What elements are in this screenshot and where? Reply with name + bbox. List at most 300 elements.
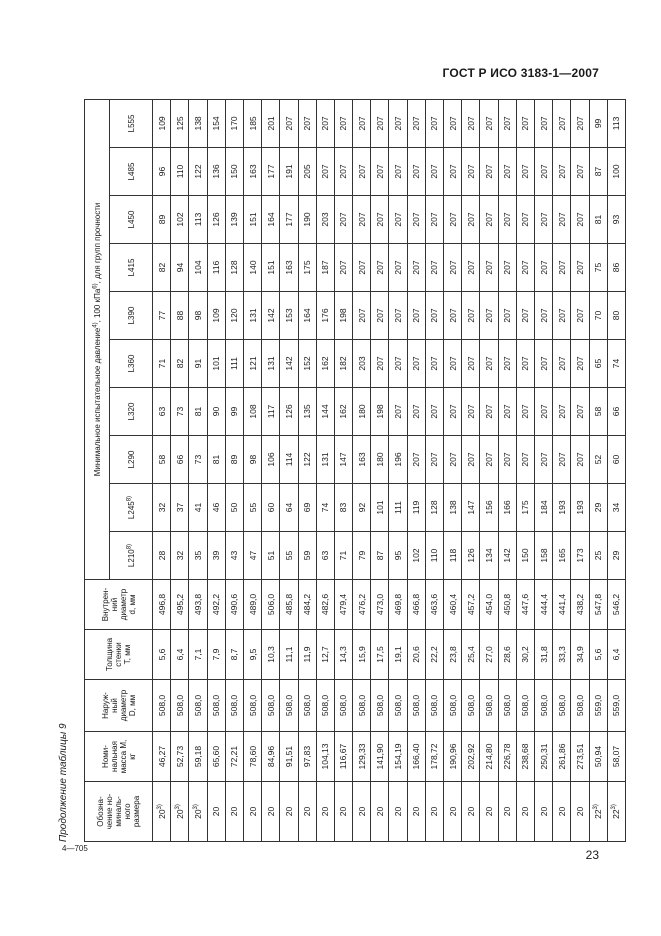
cell-pressure: 207 xyxy=(571,340,589,388)
cell-wall-thickness: 7,1 xyxy=(189,630,207,680)
cell-pressure: 74 xyxy=(316,484,334,532)
designation-value: 20 xyxy=(374,806,385,817)
cell-wall-thickness: 5,6 xyxy=(589,630,607,680)
cell-mass: 58,07 xyxy=(607,732,625,782)
cell-pressure: 207 xyxy=(480,340,498,388)
cell-mass: 166,40 xyxy=(407,732,425,782)
cell-pressure: 207 xyxy=(425,148,443,196)
cell-inside-diameter: 492,2 xyxy=(207,580,225,630)
cell-pressure: 207 xyxy=(407,196,425,244)
cell-pressure: 109 xyxy=(207,292,225,340)
cell-wall-thickness: 11,1 xyxy=(280,630,298,680)
cell-pressure: 176 xyxy=(316,292,334,340)
designation-footnote: 3) xyxy=(156,804,163,810)
grade-label: L210 xyxy=(126,549,136,568)
cell-pressure: 207 xyxy=(534,388,552,436)
cell-pressure: 207 xyxy=(534,340,552,388)
cell-designation xyxy=(607,782,625,842)
cell-designation xyxy=(243,782,261,842)
cell-pressure: 207 xyxy=(516,340,534,388)
cell-inside-diameter: 469,8 xyxy=(389,580,407,630)
cell-designation xyxy=(480,782,498,842)
cell-pressure: 203 xyxy=(316,196,334,244)
cell-pressure: 207 xyxy=(534,244,552,292)
cell-pressure: 207 xyxy=(498,148,516,196)
cell-pressure: 207 xyxy=(498,196,516,244)
cell-wall-thickness: 27,0 xyxy=(480,630,498,680)
cell-pressure: 164 xyxy=(262,196,280,244)
cell-pressure: 138 xyxy=(444,484,462,532)
grade-header-l290 xyxy=(110,436,153,484)
cell-pressure: 207 xyxy=(498,244,516,292)
cell-pressure: 207 xyxy=(553,292,571,340)
designation-value: 20 xyxy=(520,806,531,817)
cell-outside-diameter: 508,0 xyxy=(371,680,389,732)
cell-pressure: 207 xyxy=(444,340,462,388)
cell-pressure: 98 xyxy=(189,292,207,340)
cell-pressure: 98 xyxy=(243,436,261,484)
cell-outside-diameter: 508,0 xyxy=(225,680,243,732)
cell-pressure: 207 xyxy=(334,99,352,147)
cell-pressure: 89 xyxy=(153,196,171,244)
cell-wall-thickness: 20,6 xyxy=(407,630,425,680)
cell-designation xyxy=(534,782,552,842)
cell-pressure: 207 xyxy=(407,148,425,196)
cell-pressure: 207 xyxy=(462,244,480,292)
cell-pressure: 58 xyxy=(589,388,607,436)
cell-mass: 78,60 xyxy=(243,732,261,782)
cell-pressure: 135 xyxy=(298,388,316,436)
cell-designation xyxy=(498,782,516,842)
cell-pressure: 90 xyxy=(207,388,225,436)
cell-pressure: 207 xyxy=(407,388,425,436)
col-header-designation: Обозна- чение но- миналь- ного размера xyxy=(85,782,153,842)
cell-pressure: 207 xyxy=(425,340,443,388)
cell-mass: 84,96 xyxy=(262,732,280,782)
cell-pressure: 128 xyxy=(425,484,443,532)
cell-pressure: 207 xyxy=(516,388,534,436)
cell-pressure: 207 xyxy=(480,292,498,340)
cell-inside-diameter: 454,0 xyxy=(480,580,498,630)
cell-outside-diameter: 508,0 xyxy=(353,680,371,732)
cell-pressure: 207 xyxy=(480,99,498,147)
cell-pressure: 113 xyxy=(607,99,625,147)
cell-wall-thickness: 19,1 xyxy=(389,630,407,680)
table-row xyxy=(553,99,571,841)
cell-pressure: 95 xyxy=(389,532,407,580)
cell-pressure: 58 xyxy=(153,436,171,484)
cell-pressure: 101 xyxy=(371,484,389,532)
table-row xyxy=(571,99,589,841)
cell-designation xyxy=(389,782,407,842)
designation-value: 20 xyxy=(447,806,458,817)
cell-pressure: 131 xyxy=(243,292,261,340)
cell-pressure: 207 xyxy=(444,388,462,436)
cell-outside-diameter: 508,0 xyxy=(553,680,571,732)
cell-pressure: 203 xyxy=(353,340,371,388)
cell-inside-diameter: 476,2 xyxy=(353,580,371,630)
cell-designation xyxy=(207,782,225,842)
cell-pressure: 207 xyxy=(498,292,516,340)
cell-pressure: 125 xyxy=(171,99,189,147)
cell-designation xyxy=(462,782,480,842)
cell-pressure: 207 xyxy=(498,388,516,436)
cell-pressure: 71 xyxy=(334,532,352,580)
cell-designation xyxy=(589,782,607,842)
cell-pressure: 207 xyxy=(425,99,443,147)
grade-header-l320 xyxy=(110,388,153,436)
cell-pressure: 34 xyxy=(607,484,625,532)
cell-pressure: 177 xyxy=(280,196,298,244)
cell-pressure: 65 xyxy=(589,340,607,388)
cell-pressure: 163 xyxy=(353,436,371,484)
pressure-table xyxy=(84,99,626,842)
cell-pressure: 207 xyxy=(353,196,371,244)
col-header-inside-diameter: Внутрен- ний диаметр d, мм xyxy=(85,580,153,630)
cell-outside-diameter: 508,0 xyxy=(462,680,480,732)
cell-designation xyxy=(189,782,207,842)
cell-wall-thickness: 33,3 xyxy=(553,630,571,680)
cell-pressure: 207 xyxy=(425,388,443,436)
cell-pressure: 207 xyxy=(571,388,589,436)
designation-value: 20 xyxy=(356,806,367,817)
standard-header: ГОСТ Р ИСО 3183-1—2007 xyxy=(442,66,599,80)
cell-pressure: 101 xyxy=(207,340,225,388)
cell-pressure: 47 xyxy=(243,532,261,580)
cell-pressure: 180 xyxy=(353,388,371,436)
cell-pressure: 162 xyxy=(334,388,352,436)
page-number: 23 xyxy=(585,848,599,862)
cell-pressure: 207 xyxy=(407,244,425,292)
cell-wall-thickness: 9,5 xyxy=(243,630,261,680)
cell-pressure: 136 xyxy=(207,148,225,196)
cell-designation xyxy=(298,782,316,842)
cell-designation xyxy=(334,782,352,842)
cell-pressure: 81 xyxy=(589,196,607,244)
cell-pressure: 83 xyxy=(334,484,352,532)
cell-pressure: 100 xyxy=(607,148,625,196)
cell-pressure: 196 xyxy=(389,436,407,484)
cell-pressure: 164 xyxy=(298,292,316,340)
cell-pressure: 140 xyxy=(243,244,261,292)
table-row xyxy=(607,99,625,841)
designation-value: 20 xyxy=(265,806,276,817)
grade-label: L360 xyxy=(126,354,136,373)
cell-pressure: 193 xyxy=(553,484,571,532)
cell-designation xyxy=(171,782,189,842)
cell-pressure: 207 xyxy=(389,244,407,292)
cell-pressure: 32 xyxy=(171,532,189,580)
designation-value: 20 xyxy=(465,806,476,817)
col-header-outside-diameter: Наруж- ный диаметр D, мм xyxy=(85,680,153,732)
cell-pressure: 73 xyxy=(189,436,207,484)
cell-inside-diameter: 463,6 xyxy=(425,580,443,630)
cell-pressure: 207 xyxy=(480,244,498,292)
table-caption: Продолжение таблицы 9 xyxy=(58,723,69,842)
cell-designation xyxy=(407,782,425,842)
designation-value: 20 xyxy=(247,806,258,817)
cell-pressure: 80 xyxy=(607,292,625,340)
cell-pressure: 207 xyxy=(407,436,425,484)
cell-pressure: 60 xyxy=(607,436,625,484)
cell-outside-diameter: 508,0 xyxy=(189,680,207,732)
cell-pressure: 93 xyxy=(607,196,625,244)
cell-pressure: 207 xyxy=(480,196,498,244)
cell-wall-thickness: 28,6 xyxy=(498,630,516,680)
grade-label: L415 xyxy=(126,258,136,277)
cell-inside-diameter: 484,2 xyxy=(298,580,316,630)
cell-wall-thickness: 23,8 xyxy=(444,630,462,680)
cell-inside-diameter: 489,0 xyxy=(243,580,261,630)
col-header-test-pressure: Минимальное испытательное давление$^{4)}$, 100 кПа$^{6)}$, для групп прочности xyxy=(85,99,110,579)
cell-pressure: 205 xyxy=(298,148,316,196)
cell-wall-thickness: 12,7 xyxy=(316,630,334,680)
designation-value: 20 xyxy=(302,806,313,817)
cell-pressure: 207 xyxy=(444,292,462,340)
designation-footnote: 3) xyxy=(193,804,200,810)
cell-pressure: 207 xyxy=(534,436,552,484)
cell-pressure: 88 xyxy=(171,292,189,340)
cell-designation xyxy=(280,782,298,842)
cell-pressure: 207 xyxy=(480,436,498,484)
cell-pressure: 193 xyxy=(571,484,589,532)
table-body xyxy=(153,99,626,841)
cell-pressure: 198 xyxy=(371,388,389,436)
cell-pressure: 111 xyxy=(225,340,243,388)
cell-pressure: 207 xyxy=(516,292,534,340)
cell-pressure: 81 xyxy=(207,436,225,484)
cell-pressure: 151 xyxy=(243,196,261,244)
cell-wall-thickness: 25,4 xyxy=(462,630,480,680)
cell-pressure: 207 xyxy=(334,148,352,196)
cell-pressure: 207 xyxy=(534,99,552,147)
cell-pressure: 131 xyxy=(262,340,280,388)
grade-label: L450 xyxy=(126,210,136,229)
cell-wall-thickness: 11,9 xyxy=(298,630,316,680)
cell-pressure: 128 xyxy=(225,244,243,292)
cell-pressure: 207 xyxy=(425,436,443,484)
cell-pressure: 126 xyxy=(462,532,480,580)
designation-value: 20 xyxy=(338,806,349,817)
table-row xyxy=(334,99,352,841)
cell-pressure: 121 xyxy=(243,340,261,388)
cell-pressure: 87 xyxy=(589,148,607,196)
cell-pressure: 63 xyxy=(153,388,171,436)
cell-pressure: 116 xyxy=(207,244,225,292)
table-row xyxy=(316,99,334,841)
cell-inside-diameter: 438,2 xyxy=(571,580,589,630)
grade-header-l210 xyxy=(110,532,153,580)
designation-value: 20 xyxy=(174,809,185,819)
table-row xyxy=(389,99,407,841)
cell-pressure: 207 xyxy=(462,388,480,436)
table-row xyxy=(462,99,480,841)
grade-label: L390 xyxy=(126,306,136,325)
cell-inside-diameter: 479,4 xyxy=(334,580,352,630)
cell-inside-diameter: 447,6 xyxy=(516,580,534,630)
grade-footnote: 8) xyxy=(125,495,132,502)
cell-pressure: 207 xyxy=(553,340,571,388)
cell-pressure: 110 xyxy=(425,532,443,580)
cell-inside-diameter: 546,2 xyxy=(607,580,625,630)
cell-mass: 261,86 xyxy=(553,732,571,782)
cell-pressure: 77 xyxy=(153,292,171,340)
cell-pressure: 207 xyxy=(553,148,571,196)
cell-pressure: 162 xyxy=(316,340,334,388)
cell-pressure: 207 xyxy=(316,99,334,147)
cell-pressure: 66 xyxy=(171,436,189,484)
cell-pressure: 207 xyxy=(425,292,443,340)
cell-pressure: 207 xyxy=(353,292,371,340)
cell-pressure: 102 xyxy=(171,196,189,244)
cell-designation xyxy=(516,782,534,842)
cell-pressure: 109 xyxy=(153,99,171,147)
rotated-table-block xyxy=(58,100,622,842)
cell-pressure: 207 xyxy=(553,244,571,292)
cell-pressure: 207 xyxy=(425,244,443,292)
cell-pressure: 144 xyxy=(316,388,334,436)
cell-mass: 104,13 xyxy=(316,732,334,782)
cell-pressure: 126 xyxy=(280,388,298,436)
designation-footnote: 3) xyxy=(174,804,181,810)
cell-outside-diameter: 508,0 xyxy=(571,680,589,732)
cell-pressure: 207 xyxy=(571,244,589,292)
cell-pressure: 185 xyxy=(243,99,261,147)
cell-outside-diameter: 559,0 xyxy=(607,680,625,732)
cell-pressure: 113 xyxy=(189,196,207,244)
cell-pressure: 207 xyxy=(534,196,552,244)
cell-pressure: 207 xyxy=(371,244,389,292)
cell-pressure: 207 xyxy=(444,436,462,484)
cell-pressure: 142 xyxy=(280,340,298,388)
cell-pressure: 82 xyxy=(153,244,171,292)
cell-pressure: 207 xyxy=(371,99,389,147)
cell-pressure: 207 xyxy=(516,99,534,147)
cell-pressure: 207 xyxy=(571,196,589,244)
designation-value: 20 xyxy=(156,809,167,819)
cell-outside-diameter: 508,0 xyxy=(480,680,498,732)
table-row xyxy=(371,99,389,841)
cell-pressure: 55 xyxy=(280,532,298,580)
cell-pressure: 207 xyxy=(444,148,462,196)
cell-inside-diameter: 493,8 xyxy=(189,580,207,630)
cell-pressure: 71 xyxy=(153,340,171,388)
cell-pressure: 51 xyxy=(262,532,280,580)
designation-footnote: 3) xyxy=(611,804,618,810)
cell-outside-diameter: 508,0 xyxy=(280,680,298,732)
table-row xyxy=(444,99,462,841)
cell-pressure: 207 xyxy=(462,436,480,484)
cell-pressure: 99 xyxy=(589,99,607,147)
cell-pressure: 110 xyxy=(171,148,189,196)
cell-inside-diameter: 460,4 xyxy=(444,580,462,630)
grade-header-l360 xyxy=(110,340,153,388)
cell-mass: 154,19 xyxy=(389,732,407,782)
cell-designation xyxy=(553,782,571,842)
cell-pressure: 207 xyxy=(389,292,407,340)
cell-pressure: 64 xyxy=(280,484,298,532)
cell-pressure: 175 xyxy=(298,244,316,292)
cell-pressure: 207 xyxy=(334,244,352,292)
cell-pressure: 99 xyxy=(225,388,243,436)
cell-wall-thickness: 6,4 xyxy=(171,630,189,680)
cell-pressure: 207 xyxy=(498,436,516,484)
table-row xyxy=(353,99,371,841)
cell-wall-thickness: 6,4 xyxy=(607,630,625,680)
cell-wall-thickness: 17,5 xyxy=(371,630,389,680)
cell-pressure: 156 xyxy=(480,484,498,532)
cell-inside-diameter: 495,2 xyxy=(171,580,189,630)
cell-pressure: 43 xyxy=(225,532,243,580)
page-code: 4—705 xyxy=(62,844,88,853)
cell-pressure: 207 xyxy=(444,99,462,147)
cell-pressure: 166 xyxy=(498,484,516,532)
cell-pressure: 153 xyxy=(280,292,298,340)
cell-pressure: 74 xyxy=(607,340,625,388)
cell-inside-diameter: 466,8 xyxy=(407,580,425,630)
grade-header-l485 xyxy=(110,148,153,196)
cell-wall-thickness: 10,3 xyxy=(262,630,280,680)
cell-pressure: 207 xyxy=(480,148,498,196)
cell-pressure: 207 xyxy=(553,99,571,147)
designation-value: 20 xyxy=(283,806,294,817)
cell-pressure: 89 xyxy=(225,436,243,484)
cell-pressure: 96 xyxy=(153,148,171,196)
cell-outside-diameter: 508,0 xyxy=(243,680,261,732)
cell-pressure: 150 xyxy=(516,532,534,580)
cell-pressure: 82 xyxy=(171,340,189,388)
cell-pressure: 104 xyxy=(189,244,207,292)
cell-pressure: 207 xyxy=(353,99,371,147)
designation-value: 20 xyxy=(211,806,222,817)
cell-pressure: 207 xyxy=(407,292,425,340)
table-row xyxy=(189,99,207,841)
cell-mass: 52,73 xyxy=(171,732,189,782)
cell-pressure: 142 xyxy=(498,532,516,580)
cell-wall-thickness: 8,7 xyxy=(225,630,243,680)
cell-mass: 250,31 xyxy=(534,732,552,782)
cell-pressure: 207 xyxy=(516,148,534,196)
cell-outside-diameter: 508,0 xyxy=(534,680,552,732)
cell-designation xyxy=(353,782,371,842)
cell-pressure: 122 xyxy=(298,436,316,484)
cell-pressure: 207 xyxy=(353,148,371,196)
table-row xyxy=(153,99,171,841)
designation-value: 20 xyxy=(574,806,585,817)
cell-designation xyxy=(262,782,280,842)
cell-mass: 190,96 xyxy=(444,732,462,782)
cell-pressure: 207 xyxy=(553,196,571,244)
cell-inside-diameter: 444,4 xyxy=(534,580,552,630)
cell-pressure: 207 xyxy=(534,148,552,196)
cell-pressure: 207 xyxy=(407,340,425,388)
cell-pressure: 147 xyxy=(334,436,352,484)
cell-mass: 141,90 xyxy=(371,732,389,782)
cell-outside-diameter: 508,0 xyxy=(407,680,425,732)
cell-pressure: 35 xyxy=(189,532,207,580)
cell-pressure: 138 xyxy=(189,99,207,147)
cell-pressure: 75 xyxy=(589,244,607,292)
cell-pressure: 114 xyxy=(280,436,298,484)
cell-outside-diameter: 508,0 xyxy=(171,680,189,732)
cell-pressure: 55 xyxy=(243,484,261,532)
table-row xyxy=(589,99,607,841)
cell-pressure: 207 xyxy=(516,244,534,292)
designation-value: 20 xyxy=(429,806,440,817)
cell-pressure: 131 xyxy=(316,436,334,484)
designation-value: 20 xyxy=(411,806,422,817)
cell-outside-diameter: 508,0 xyxy=(207,680,225,732)
